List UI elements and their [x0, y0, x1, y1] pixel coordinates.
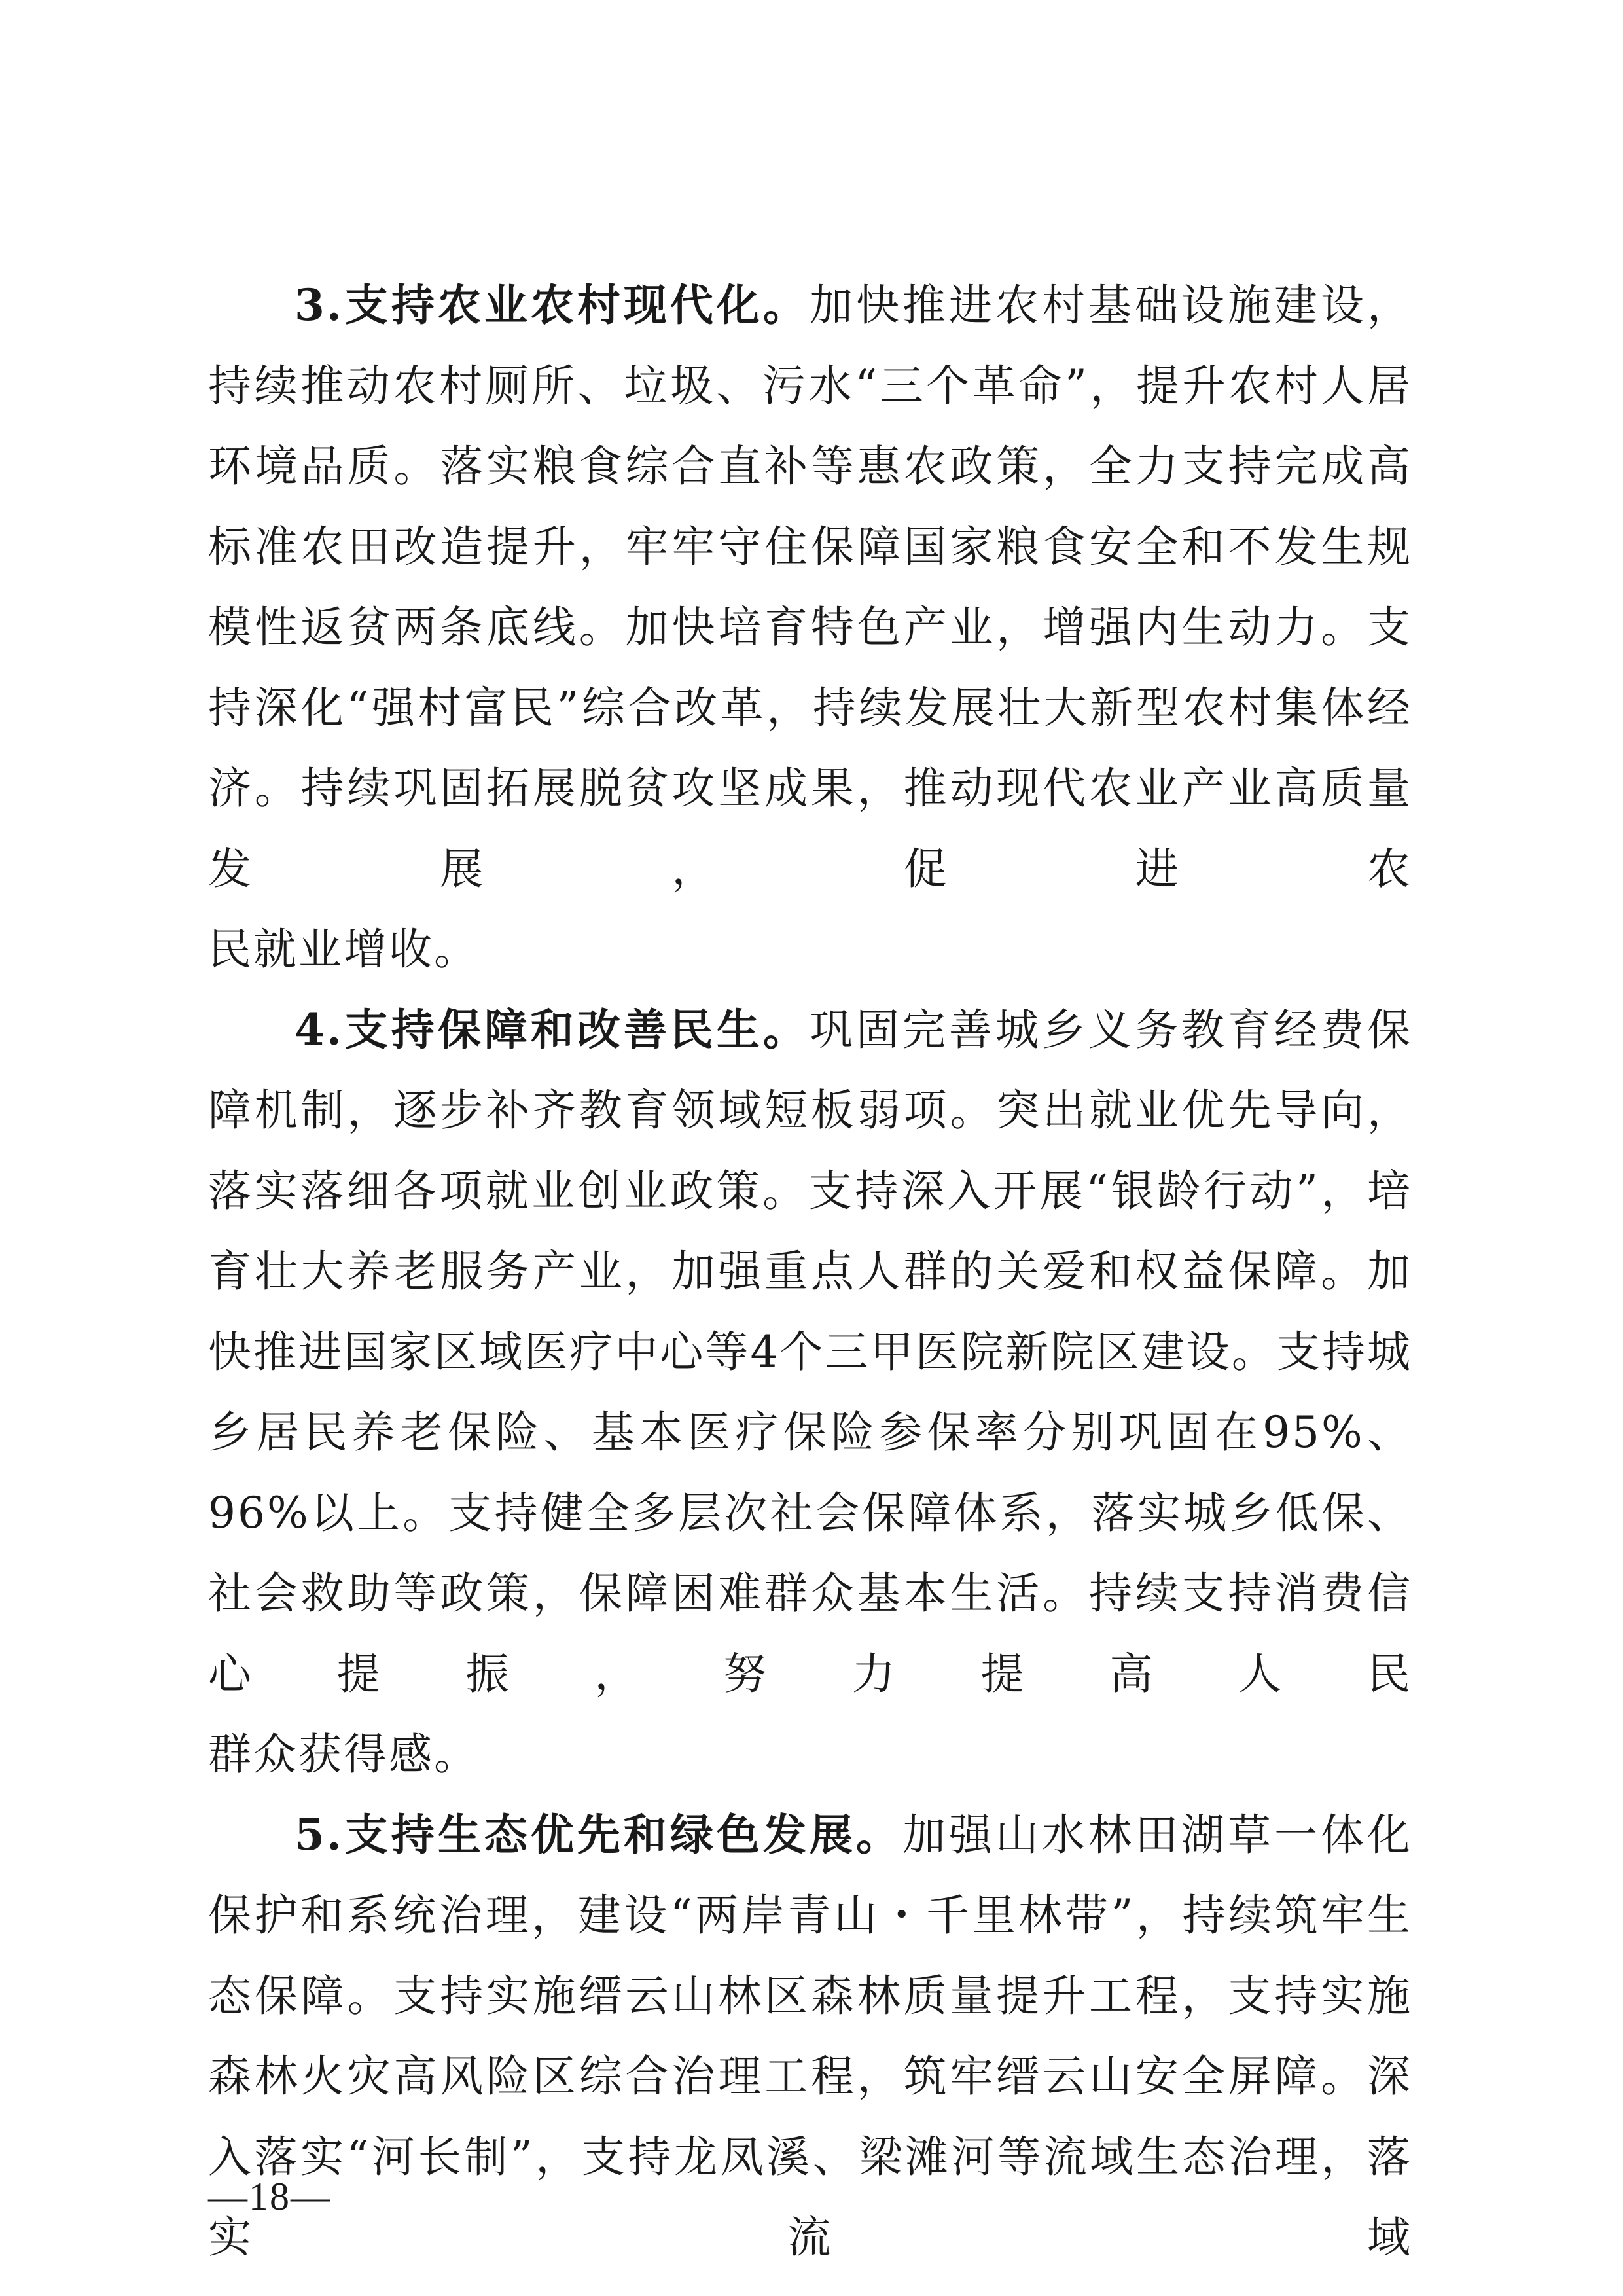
paragraph-livelihood: [208, 990, 1412, 1795]
paragraph-heading: 3.支持农业农村现代化。: [294, 279, 810, 331]
paragraph-heading: 4.支持保障和改善民生。: [294, 1004, 810, 1055]
paragraph-last-line: 民就业增收。: [208, 924, 479, 975]
paragraph-agriculture: [208, 265, 1412, 990]
paragraph-heading: 5.支持生态优先和绿色发展。: [294, 1809, 902, 1860]
body-text: [208, 265, 1412, 2278]
paragraph-last-line: 群众获得感。: [208, 1729, 479, 1780]
page-number: —18—: [208, 2175, 331, 2218]
paragraph-text: 加快推进农村基础设施建设，持续推动农村厕所、垃圾、污水“三个革命”，提升农村人居环境品质。落实粮食综合直补等惠农政策，全力支持完成高标准农田改造提升，牢牢守住保障国家粮食安全和不发生规模性返贫两条底线。加快培育特色产业，增强内生动力。支持深化“强村富民”综合改革，持续发展壮大新型农村集体经济。持续巩固拓展脱贫攻坚成果，推动现代农业产业高质量发展，促进农: [208, 280, 1413, 894]
paragraph-text: 巩固完善城乡义务教育经费保障机制，逐步补齐教育领域短板弱项。突出就业优先导向，落实落细各项就业创业政策。支持深入开展“银龄行动”，培育壮大养老服务产业，加强重点人群的关爱和权益保障。加快推进国家区域医疗中心等4个三甲医院新院区建设。支持城乡居民养老保险、基本医疗保险参保率分别巩固在95%、96%以上。支持健全多层次社会保障体系，落实城乡低保、社会救助等政策，保障困难群众基本生活。持续支持消费信心提振，努力提高人民: [208, 1005, 1413, 1699]
paragraph-ecology: [208, 1795, 1412, 2278]
paragraph-text: 加强山水林田湖草一体化保护和系统治理，建设“两岸青山・千里林带”，持续筑牢生态保障。支持实施缙云山林区森林质量提升工程，支持实施森林火灾高风险区综合治理工程，筑牢缙云山安全屏障。深入落实“河长制”，支持龙凤溪、梁滩河等流域生态治理，落实流域: [208, 1810, 1413, 2263]
